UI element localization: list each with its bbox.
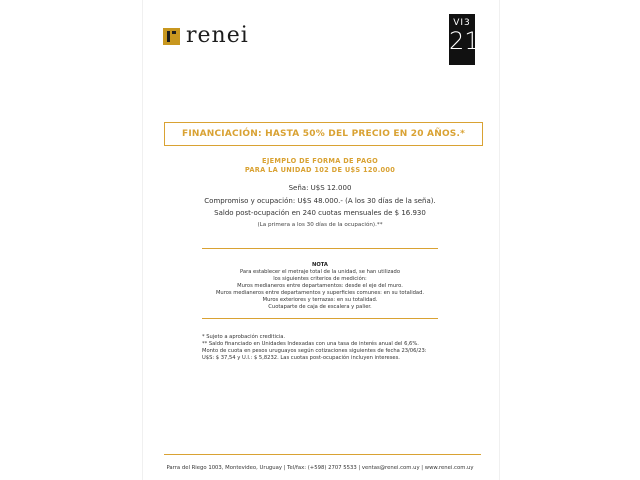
footer-divider xyxy=(164,454,481,455)
financing-title: FINANCIACIÓN: HASTA 50% DEL PRECIO EN 20 AÑOS.* xyxy=(181,129,466,139)
financing-title-box xyxy=(164,122,483,146)
badge-top-text: VI3 xyxy=(453,18,471,28)
footnote: ** Saldo financiado en Unidades Indexadas con una tasa de interés anual del 6,6%. xyxy=(202,341,419,347)
commitment-line: Compromiso y ocupación: U$S 48.000.- (A los 30 días de la seña). xyxy=(204,197,436,205)
footnote: Monto de cuota en pesos uruguayos según cotizaciones siguientes de fecha 23/06/23: xyxy=(202,348,427,354)
badge-number: 21 xyxy=(449,27,480,55)
nota-line: Muros exteriores y terrazas: en su totalidad. xyxy=(262,297,378,303)
first-installment-line: (La primera a los 30 días de la ocupación).** xyxy=(257,222,383,228)
example-title-line-1: EJEMPLO DE FORMA DE PAGO xyxy=(262,157,378,165)
footnote: U$S: $ 37,54 y U.I.: $ 5,8232. Las cuotas post-ocupación incluyen intereses. xyxy=(202,355,400,361)
example-title-line-2: PARA LA UNIDAD 102 DE U$S 120.000 xyxy=(244,166,396,174)
deposit-line: Seña: U$S 12.000 xyxy=(288,184,352,192)
footer-contact: Parra del Riego 1003, Montevideo, Uruguay | Tel/fax: (+598) 2707 5533 | ventas@renei.com.uy | www.renei.com.uy xyxy=(166,465,474,471)
renei-logo xyxy=(163,25,249,47)
post-occupation-line: Saldo post-ocupación en 240 cuotas mensuales de $ 16.930 xyxy=(214,209,426,217)
nota-title: NOTA xyxy=(312,262,328,268)
nota-line: Muros medianeros entre departamentos y superficies comunes: en su totalidad. xyxy=(215,290,425,296)
divider-bottom xyxy=(202,318,438,319)
nota-line: Para establecer el metraje total de la unidad, se han utilizado xyxy=(240,269,400,275)
logo-text: renei xyxy=(186,23,249,48)
nota-line: los siguientes criterios de medición: xyxy=(273,276,367,282)
document-page xyxy=(143,0,499,480)
vi321-badge xyxy=(449,14,480,65)
nota-line: Muros medianeros entre departamentos: desde el eje del muro. xyxy=(237,283,403,289)
logo-mark-icon xyxy=(163,28,180,45)
divider-top xyxy=(202,248,438,249)
footnote: * Sujeto a aprobación crediticia. xyxy=(202,334,286,340)
nota-line: Cuotaparte de caja de escalera y palier. xyxy=(268,304,372,310)
